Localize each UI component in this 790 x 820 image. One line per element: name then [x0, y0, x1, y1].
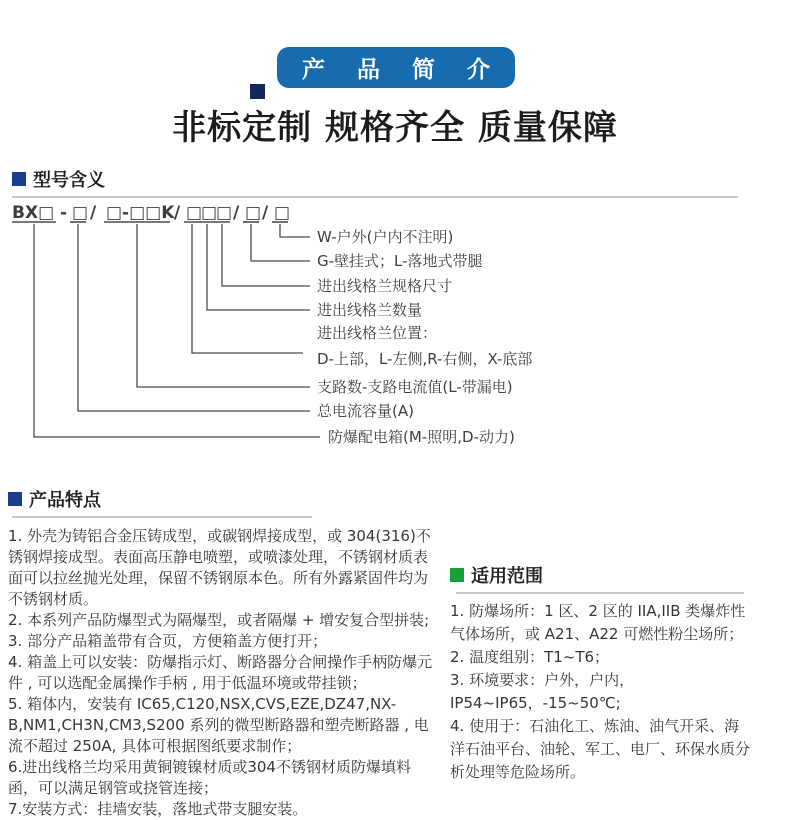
model-formula-segment: BX□: [12, 203, 55, 223]
product-intro-banner: [277, 47, 515, 88]
scope-section-title: 适用范围: [471, 566, 543, 587]
scope-item: 4. 使用于：石油化工、炼油、油气开采、海洋石油平台、油轮、军工、电厂、环保水质分析处理等危险场所。: [450, 717, 751, 781]
features-list: [8, 526, 438, 820]
model-section-title: 型号含义: [33, 170, 105, 191]
scope-item: 3. 环境要求：户外，户内，IP54~IP65，-15~50℃;: [450, 671, 635, 712]
connector-line: [280, 224, 310, 237]
model-formula-segment: □: [216, 203, 233, 223]
model-label: 总电流容量(A): [317, 402, 414, 420]
features-section-title: 产品特点: [29, 490, 101, 511]
model-label: 支路数-支路电流值(L-带漏电): [317, 378, 513, 396]
model-formula-segment: □: [245, 203, 262, 223]
feature-item: 4. 箱盖上可以安装：防爆指示灯、断路器分合闸操作手柄防爆元件 , 可以选配金属操作手柄 , 用于低温环境或带挂锁；: [8, 653, 433, 692]
model-formula-segment: □: [201, 203, 218, 223]
features-section: [8, 486, 438, 820]
feature-item: 7.安装方式：挂墙安装，落地式带支腿安装。: [8, 800, 308, 818]
model-formula-segment: □-□□K: [106, 203, 175, 223]
scope-section: [450, 562, 752, 784]
connector-line: [137, 224, 310, 387]
connector-line: [78, 224, 310, 411]
model-formula-segment: □: [186, 203, 203, 223]
model-label: W-户外(户内不注明): [317, 228, 454, 246]
scope-list: [450, 600, 752, 784]
model-diagram: [10, 196, 760, 456]
model-section-header: [12, 166, 738, 192]
feature-item: 1. 外壳为铸铝合金压铸成型，或碳钢焊接成型，或 304(316)不锈钢焊接成型。表面高压静电喷塑，或喷漆处理，不锈钢材质表面可以拉丝抛光处理，保留不锈钢原本色。所有外露紧固件均为不锈钢材质。: [8, 527, 431, 608]
feature-item: 6.进出线格兰均采用黄铜镀镍材质或304不锈钢材质防爆填料函，可以满足钢管或挠管连接；: [8, 758, 411, 797]
headline: 非标定制 规格齐全 质量保障: [172, 108, 618, 148]
model-label: G-壁挂式；L-落地式带腿: [317, 252, 483, 270]
model-formula-segment: □: [274, 203, 291, 223]
model-formula-segment: /: [174, 203, 181, 223]
banner-accent-square: [250, 84, 265, 99]
model-label: 防爆配电箱(M-照明,D-动力): [328, 428, 515, 446]
feature-item: 2. 本系列产品防爆型式为隔爆型，或者隔爆 + 增安复合型拼装;: [8, 611, 430, 629]
section-divider: [12, 516, 312, 518]
model-label: 进出线格兰规格尺寸: [317, 277, 453, 295]
feature-item: 5. 箱体内，安装有 IC65,C120,NSX,CVS,EZE,DZ47,NX-B,NM1,CH3N,CM3,S200 系列的微型断路器和塑壳断路器 , 电流不超过 250A, 具体可根据图纸要求制作；: [8, 695, 429, 755]
connector-line: [34, 224, 320, 437]
banner-title: 产 品 简 介: [301, 57, 503, 83]
model-section: [12, 166, 738, 198]
green-square-bullet-icon: [450, 568, 464, 582]
connector-line: [192, 224, 303, 353]
model-formula-segment: /: [233, 203, 240, 223]
scope-item: 2. 温度组别：T1~T6；: [450, 648, 610, 666]
model-formula-segment: /: [90, 203, 97, 223]
features-section-header: [8, 486, 438, 512]
scope-item: 1. 防爆场所：1 区、2 区的 IIA,IIB 类爆炸性气体场所，或 A21、A22 可燃性粉尘场所；: [450, 602, 746, 643]
model-label: D-上部，L-左侧,R-右侧，X-底部: [317, 350, 533, 368]
feature-item: 3. 部分产品箱盖带有合页，方便箱盖方便打开；: [8, 632, 328, 650]
model-formula-segment: □: [72, 203, 89, 223]
blue-square-bullet-icon: [8, 492, 22, 506]
model-label: 进出线格兰数量: [317, 301, 423, 319]
model-formula-segment: -: [60, 203, 68, 223]
scope-section-header: [450, 562, 752, 588]
model-formula-segment: /: [262, 203, 269, 223]
section-divider: [456, 592, 744, 594]
blue-square-bullet-icon: [12, 172, 26, 186]
model-label: 进出线格兰位置：: [317, 324, 438, 342]
connector-line: [222, 224, 310, 286]
